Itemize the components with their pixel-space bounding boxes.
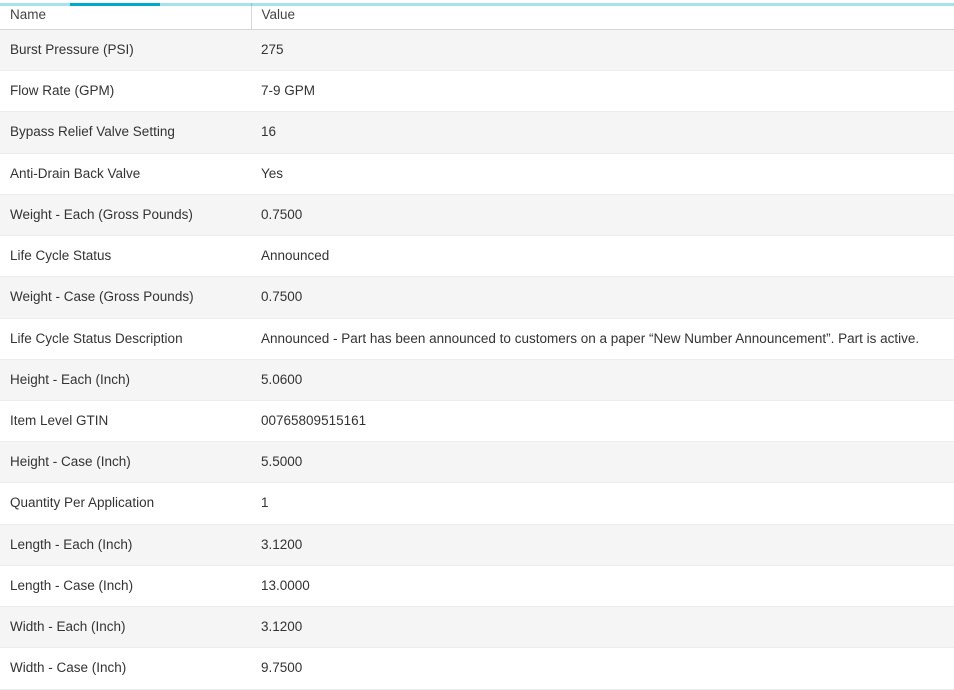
row-name: Flow Rate (GPM) (0, 71, 251, 112)
row-value: Yes (251, 153, 954, 194)
table-header (0, 3, 954, 30)
row-name: Height - Each (Inch) (0, 359, 251, 400)
table-body (0, 30, 954, 690)
row-name: Life Cycle Status Description (0, 318, 251, 359)
table-row (0, 112, 954, 153)
table-row (0, 318, 954, 359)
table-row (0, 524, 954, 565)
row-name: Length - Case (Inch) (0, 565, 251, 606)
row-name: Length - Each (Inch) (0, 524, 251, 565)
table-row (0, 565, 954, 606)
table-row (0, 442, 954, 483)
row-name: Bypass Relief Valve Setting (0, 112, 251, 153)
row-value: 1 (251, 483, 954, 524)
row-name: Weight - Case (Gross Pounds) (0, 277, 251, 318)
row-value: 13.0000 (251, 565, 954, 606)
specifications-table (0, 3, 954, 690)
row-value: 275 (251, 30, 954, 71)
table-row (0, 236, 954, 277)
table-row (0, 648, 954, 689)
row-value: 3.1200 (251, 607, 954, 648)
table-row (0, 359, 954, 400)
row-value: Announced (251, 236, 954, 277)
row-name: Item Level GTIN (0, 400, 251, 441)
row-value: 0.7500 (251, 194, 954, 235)
active-tab-indicator (70, 3, 160, 6)
table-row (0, 71, 954, 112)
row-value: 5.0600 (251, 359, 954, 400)
row-name: Width - Each (Inch) (0, 607, 251, 648)
row-name: Anti-Drain Back Valve (0, 153, 251, 194)
row-value: 5.5000 (251, 442, 954, 483)
row-name: Quantity Per Application (0, 483, 251, 524)
row-value: 9.7500 (251, 648, 954, 689)
row-name: Weight - Each (Gross Pounds) (0, 194, 251, 235)
row-value: 3.1200 (251, 524, 954, 565)
row-value: Announced - Part has been announced to customers on a paper “New Number Announcement”. Part is active. (251, 318, 954, 359)
specifications-panel (0, 3, 954, 690)
table-row (0, 153, 954, 194)
row-value: 0.7500 (251, 277, 954, 318)
row-name: Height - Case (Inch) (0, 442, 251, 483)
column-header-name[interactable]: Name (0, 3, 251, 30)
row-value: 00765809515161 (251, 400, 954, 441)
column-header-value[interactable]: Value (251, 3, 954, 30)
table-row (0, 607, 954, 648)
table-row (0, 194, 954, 235)
row-value: 7-9 GPM (251, 71, 954, 112)
table-header-row (0, 3, 954, 30)
row-name: Burst Pressure (PSI) (0, 30, 251, 71)
table-row (0, 30, 954, 71)
table-row (0, 483, 954, 524)
row-name: Life Cycle Status (0, 236, 251, 277)
row-name: Width - Case (Inch) (0, 648, 251, 689)
row-value: 16 (251, 112, 954, 153)
table-row (0, 400, 954, 441)
table-row (0, 277, 954, 318)
